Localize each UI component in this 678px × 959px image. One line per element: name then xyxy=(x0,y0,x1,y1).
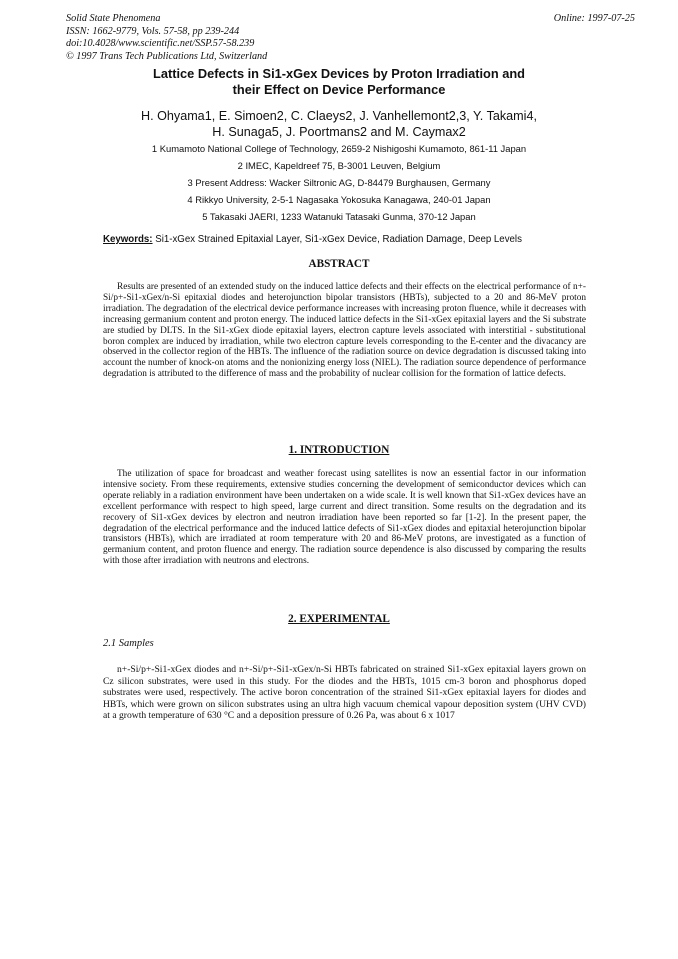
paper-title xyxy=(0,66,678,98)
publication-info xyxy=(66,13,267,63)
experimental-heading: 2. EXPERIMENTAL xyxy=(288,613,390,625)
keywords-text: Si1-xGex Strained Epitaxial Layer, Si1-xGex Device, Radiation Damage, Deep Levels xyxy=(155,234,522,245)
samples-subheading: 2.1 Samples xyxy=(103,638,154,649)
samples-body: n+-Si/p+-Si1-xGex diodes and n+-Si/p+-Si1-xGex/n-Si HBTs fabricated on strained Si1-xGex epitaxial layers grown on Cz silicon substrates, were used in this study. For the diodes and the HBTs, 1015 cm-3 boron and phosphorus doped substrates were used, respectively. The active boron concentration of the strained Si1-xGex epitaxial layers for diodes and HBTs, which were grown on silicon substrates using an ultra high vacuum chemical vapour deposition system (UHV CVD) at a growth temperature of 630 °C and a deposition pressure of 0.26 Pa, was about 6 x 1017 xyxy=(103,664,586,722)
introduction-body: The utilization of space for broadcast and weather forecast using satellites is now an essential factor in our information intensive society. From these requirements, extensive studies concerning the development of semiconductor devices which can operate reliably in a radiation environment have been undertaken on a wide scale. It is well known that Si1-xGex devices have an excellent performance with respect to high speed, large current and direct transition. Some results on the degradation and its recovery of Si1-xGex devices by electron and neutron irradiation have been reported so far [1-2]. In the present paper, the degradation of the electrical performance and the induced lattice defects of Si1-xGex diodes and epitaxial heterojunction bipolar transistors (HBTs), which are irradiated at room temperature with 20 and 86-MeV protons, are investigated as a function of germanium content, and proton fluence and energy. The radiation source dependence is also discussed by comparing the results with those after irradiation with neutrons and electrons. xyxy=(103,469,586,567)
title-line-2: their Effect on Device Performance xyxy=(232,82,446,97)
introduction-heading: 1. INTRODUCTION xyxy=(288,444,390,456)
online-date: Online: 1997-07-25 xyxy=(553,13,635,24)
affiliation-1: 1 Kumamoto National College of Technology, 2659-2 Nishigoshi Kumamoto, 861-11 Japan xyxy=(151,143,527,154)
affiliation-4: 4 Rikkyo University, 2-5-1 Nagasaka Yokosuka Kanagawa, 240-01 Japan xyxy=(187,194,491,205)
keywords-label: Keywords: xyxy=(103,234,153,245)
doi-link[interactable]: doi:10.4028/www.scientific.net/SSP.57-58.239 xyxy=(66,38,255,49)
affiliation-3: 3 Present Address: Wacker Siltronic AG, D-84479 Burghausen, Germany xyxy=(187,177,491,188)
abstract-heading: ABSTRACT xyxy=(308,258,370,270)
issn-line: ISSN: 1662-9779, Vols. 57-58, pp 239-244 xyxy=(66,25,240,37)
keywords-line xyxy=(103,234,583,246)
affiliation-5: 5 Takasaki JAERI, 1233 Watanuki Tatasaki Gunma, 370-12 Japan xyxy=(202,211,476,222)
authors-line-1: H. Ohyama1, E. Simoen2, C. Claeys2, J. Vanhellemont2,3, Y. Takami4, xyxy=(141,109,537,123)
copyright-line: © 1997 Trans Tech Publications Ltd, Switzerland xyxy=(66,50,268,62)
title-line-1: Lattice Defects in Si1-xGex Devices by Proton Irradiation and xyxy=(153,66,525,81)
journal-name: Solid State Phenomena xyxy=(66,13,161,24)
abstract-body: Results are presented of an extended study on the induced lattice defects and their effects on the electrical performance of n+-Si/p+-Si1-xGex/n-Si epitaxial diodes and heterojunction bipolar transistors (HBTs), subjected to a 20 and 86-MeV proton irradiation. The degradation of the electrical device performance increases with increasing proton fluence, while it decreases with increasing germanium content and proton energy. The induced lattice defects in the Si1-xGex epitaxial layers and the Si substrate are studied by DLTS. In the Si1-xGex diode epitaxial layers, electron capture levels associated with interstitial - substitutional boron complex are induced by irradiation, while two electron capture levels corresponding to the E-center and the divacancy are observed in the collector region of the HBTs. The influence of the radiation source on device degradation is discussed taking into account the number of knock-on atoms and the nonionizing energy loss (NIEL). The radiation source dependence of performance degradation is attributed to the difference of mass and the probability of nuclear collision for the formation of lattice defects. xyxy=(103,282,586,380)
author-list xyxy=(0,108,678,140)
authors-line-2: H. Sunaga5, J. Poortmans2 and M. Caymax2 xyxy=(212,125,466,139)
affiliation-2: 2 IMEC, Kapeldreef 75, B-3001 Leuven, Belgium xyxy=(237,160,441,171)
